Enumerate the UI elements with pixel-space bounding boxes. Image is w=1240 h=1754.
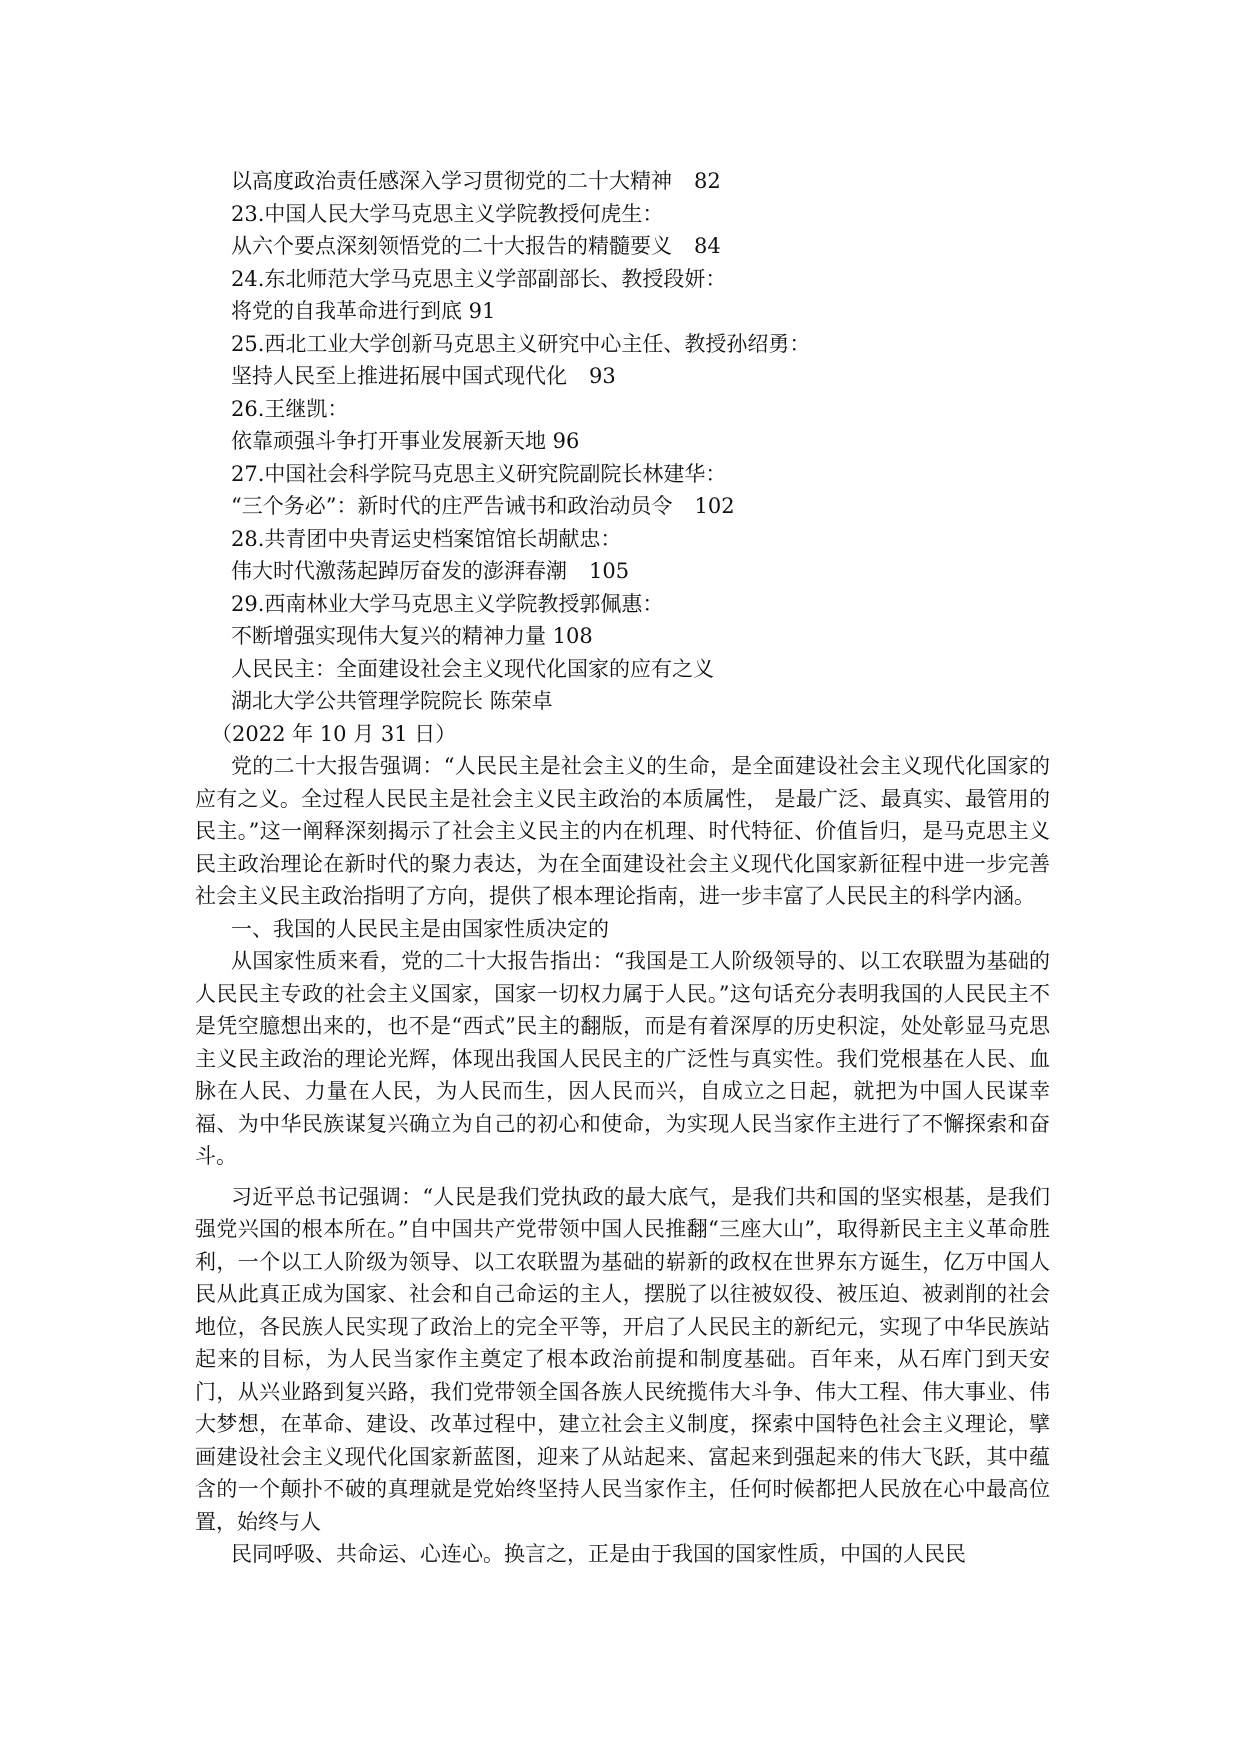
toc-entry	[231, 295, 1050, 328]
toc-entry-text: 坚持人民至上推进拓展中国式现代化	[231, 364, 567, 388]
document-content	[195, 165, 1050, 1571]
toc-entry-text: 从六个要点深刻领悟党的二十大报告的精髓要义	[231, 234, 672, 258]
toc-entry	[231, 198, 1050, 231]
toc-entry-page: 82	[694, 169, 721, 193]
toc-entry	[231, 555, 1050, 588]
toc-entry	[231, 263, 1050, 296]
section-heading: 一、我国的人民民主是由国家性质决定的	[231, 916, 609, 941]
toc-entry-text: 以高度政治责任感深入学习贯彻党的二十大精神	[231, 169, 672, 193]
toc-entry-page: 93	[589, 364, 616, 388]
body-paragraph: 从国家性质来看，党的二十大报告指出：“我国是工人阶级领导的、以工农联盟为基础的人民民主专政的社会主义国家，国家一切权力属于人民。”这句话充分表明我国的人民民主不是凭空臆想出来的，也不是“西式”民主的翻版，而是有着深厚的历史积淀，处处彰显马克思主义民主政治的理论光辉，体现出我国人民民主的广泛性与真实性。我们党根基在人民、血脉在人民、力量在人民，为人民而生，因人民而兴，自成立之日起，就把为中国人民谋幸福、为中华民族谋复兴确立为自己的初心和使命，为实现人民当家作主进行了不懈探索和奋斗。	[195, 949, 1050, 1168]
toc-entry-text: 24.东北师范大学马克思主义学部副部长、教授段妍：	[231, 266, 727, 291]
toc-entry	[231, 490, 1050, 523]
toc-entry-text: 27.中国社会科学院马克思主义研究院副院长林建华：	[231, 461, 727, 486]
toc-entry	[231, 230, 1050, 263]
toc-entry-page: 84	[694, 234, 721, 258]
toc-entry-text: 依靠顽强斗争打开事业发展新天地 96	[231, 429, 580, 453]
toc-entry	[231, 360, 1050, 393]
toc-entry-text: “三个务必”：新时代的庄严告诫书和政治动员令	[231, 494, 673, 518]
toc-entry	[231, 425, 1050, 458]
toc-entry-text: 25.西北工业大学创新马克思主义研究中心主任、教授孙绍勇：	[231, 331, 811, 356]
toc-entry-text: 伟大时代激荡起踔厉奋发的澎湃春潮	[231, 559, 567, 583]
toc-entry-text: 23.中国人民大学马克思主义学院教授何虎生：	[231, 201, 664, 226]
toc-entry-page: 102	[694, 494, 735, 518]
toc-entry	[231, 620, 1050, 653]
article-date: （2022 年 10 月 31 日）	[211, 721, 457, 746]
toc-entry	[231, 165, 1050, 198]
toc-entry-text: 29.西南林业大学马克思主义学院教授郭佩惠：	[231, 591, 664, 616]
toc-entry-text: 26.王继凯：	[231, 396, 349, 421]
toc-entry	[231, 523, 1050, 556]
toc-entry	[231, 393, 1050, 426]
toc-entry	[231, 588, 1050, 621]
article-title: 人民民主：全面建设社会主义现代化国家的应有之义	[231, 656, 714, 681]
body-paragraph-continuation: 民同呼吸、共命运、心连心。换言之，正是由于我国的国家性质，中国的人民民	[231, 1542, 966, 1566]
article-author: 湖北大学公共管理学院院长 陈荣卓	[231, 689, 553, 713]
toc-entry-text: 不断增强实现伟大复兴的精神力量 108	[231, 624, 593, 648]
body-paragraph: 党的二十大报告强调：“人民民主是社会主义的生命，是全面建设社会主义现代化国家的应有之义。全过程人民民主是社会主义民主政治的本质属性， 是最广泛、最真实、最管用的民主。”这一阐释深刻揭示了社会主义民主的内在机理、时代特征、价值旨归，是马克思主义民主政治理论在新时代的聚力表达，为在全面建设社会主义现代化国家新征程中进一步完善社会主义民主政治指明了方向，提供了根本理论指南，进一步丰富了人民民主的科学内涵。	[195, 754, 1050, 908]
toc-entry	[231, 328, 1050, 361]
body-paragraph: 习近平总书记强调：“人民是我们党执政的最大底气，是我们共和国的坚实根基，是我们强党兴国的根本所在。”自中国共产党带领中国人民推翻“三座大山”，取得新民主主义革命胜利，一个以工人阶级为领导、以工农联盟为基础的崭新的政权在世界东方诞生，亿万中国人民从此真正成为国家、社会和自己命运的主人，摆脱了以往被奴役、被压迫、被剥削的社会地位，各民族人民实现了政治上的完全平等，开启了人民民主的新纪元，实现了中华民族站起来的目标，为人民当家作主奠定了根本政治前提和制度基础。百年来，从石库门到天安门，从兴业路到复兴路，我们党带领全国各族人民统揽伟大斗争、伟大工程、伟大事业、伟大梦想，在革命、建设、改革过程中，建立社会主义制度，探索中国特色社会主义理论，擘画建设社会主义现代化国家新蓝图，迎来了从站起来、富起来到强起来的伟大飞跃，其中蕴含的一个颠扑不破的真理就是党始终坚持人民当家作主，任何时候都把人民放在心中最高位置，始终与人	[195, 1184, 1050, 1534]
toc-entry-text: 28.共青团中央青运史档案馆馆长胡献忠：	[231, 526, 622, 551]
toc-entry-text: 将党的自我革命进行到底 91	[231, 299, 496, 323]
toc-entry	[231, 458, 1050, 491]
toc-entry-page: 105	[589, 559, 630, 583]
